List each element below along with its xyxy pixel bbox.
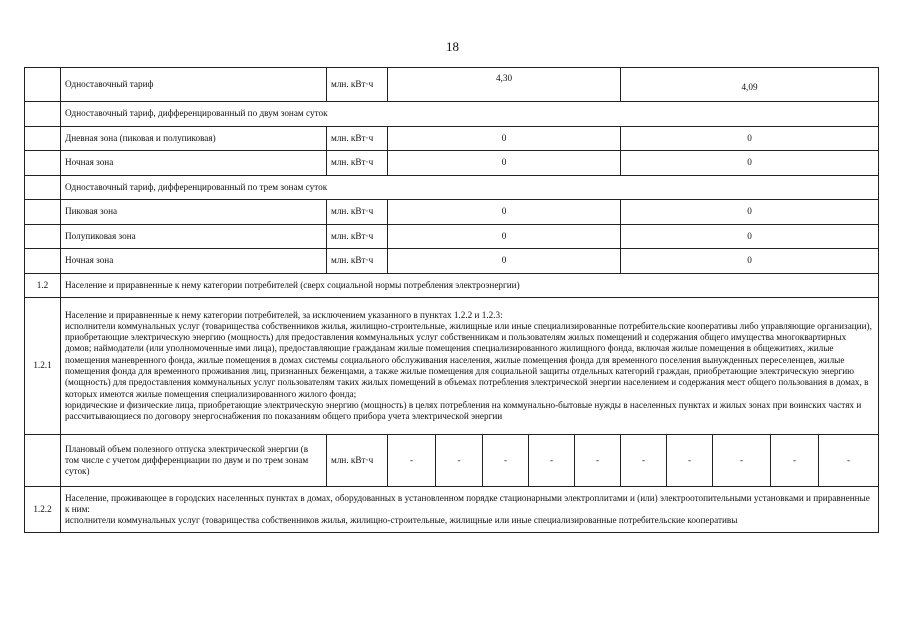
- row-number-cell: [25, 249, 61, 274]
- value-cell: 0: [388, 151, 621, 176]
- paragraph: исполнители коммунальных услуг (товарищества собственников жилья, жилищно-строительные, жилищные или иные специализированные потребительские кооперативы: [65, 515, 738, 526]
- row-number-cell: [25, 127, 61, 151]
- row-unit: млн. кВт·ч: [327, 200, 388, 225]
- table-row: [25, 249, 879, 274]
- value-cell: -: [529, 435, 575, 487]
- row-label: Одноставочный тариф: [61, 68, 327, 102]
- row-unit: млн. кВт·ч: [327, 68, 388, 102]
- section-title: Население и приравненные к нему категории потребителей (сверх социальной нормы потребления электроэнергии): [61, 274, 879, 298]
- subsection-header: Одноставочный тариф, дифференцированный по трем зонам суток: [61, 176, 879, 200]
- paragraph: юридические и физические лица, приобретающие электрическую энергию (мощность) в целях потребления на коммунально-бытовые нужды в населенных пунктах и жилых зонах при воинских частях и рассчитывающиеся по договору энергоснабжения по показаниям общего прибора учета электрической энергии: [65, 399, 862, 422]
- row-number-cell: [25, 102, 61, 127]
- value-cell: 0: [388, 225, 621, 249]
- table-row: [25, 176, 879, 200]
- value-cell: [621, 68, 879, 102]
- page-number: 18: [446, 39, 459, 54]
- paragraph: Население и приравненные к нему категории потребителей, за исключением указанного в пунктах 1.2.2 и 1.2.3:: [65, 309, 503, 320]
- row-label: Полупиковая зона: [61, 225, 327, 249]
- value-cell: -: [436, 435, 483, 487]
- value-cell: 0: [388, 249, 621, 274]
- row-number-cell: [25, 200, 61, 225]
- section-description: [61, 487, 879, 533]
- row-label: Ночная зона: [61, 249, 327, 274]
- subsection-header: Одноставочный тариф, дифференцированный по двум зонам суток: [61, 102, 879, 127]
- table-row: [25, 68, 879, 102]
- row-number-cell: [25, 151, 61, 176]
- row-number-cell: [25, 68, 61, 102]
- row-number-cell: [25, 176, 61, 200]
- row-unit: млн. кВт·ч: [327, 249, 388, 274]
- table-row: [25, 151, 879, 176]
- value-cell: -: [713, 435, 771, 487]
- row-unit: млн. кВт·ч: [327, 127, 388, 151]
- row-unit: млн. кВт·ч: [327, 225, 388, 249]
- table-row: [25, 127, 879, 151]
- value-text: 4,30: [495, 72, 513, 83]
- value-cell: -: [621, 435, 667, 487]
- value-cell: 0: [388, 200, 621, 225]
- row-unit: млн. кВт·ч: [327, 435, 388, 487]
- value-cell: -: [388, 435, 436, 487]
- value-cell: -: [575, 435, 621, 487]
- section-number: 1.2.1: [25, 298, 61, 435]
- table-row: [25, 102, 879, 127]
- value-cell: -: [667, 435, 713, 487]
- table-row: [25, 298, 879, 435]
- row-number-cell: [25, 225, 61, 249]
- row-unit: млн. кВт·ч: [327, 151, 388, 176]
- row-number-cell: [25, 435, 61, 487]
- table-row: [25, 487, 879, 533]
- value-cell: 0: [621, 127, 879, 151]
- table-row: [25, 225, 879, 249]
- value-cell: 0: [621, 200, 879, 225]
- row-label: Плановый объем полезного отпуска электрической энергии (в том числе с учетом дифференциации по двум и по трем зонам суток): [61, 435, 327, 487]
- paragraph: исполнители коммунальных услуг (товарищества собственников жилья, жилищно-строительные, жилищные или иные специализированные потребительские кооперативы либо управляющие организации), приобретающие электрическую энергию (мощность) для предоставления коммунальных услуг собственникам и пользователям жилых помещений и содержания общего имущества многоквартирных домов; наймодатели (или уполномоченные ими лица), предоставляющие гражданам жилые помещения специализированного жилищного фонда, включая жилые помещения в общежитиях, жилые помещения маневренного фонда, жилые помещения в домах системы социального обслуживания населения, жилые помещения фонда для временного поселения вынужденных переселенцев, жилые помещения фонда для временного проживания лиц, признанных беженцами, а также жилые помещения для социальной защиты отдельных категорий граждан, приобретающие электрическую энергию (мощность) для предоставления коммунальных услуг пользователям таких жилых помещений в объемах потребления электрической энергии населением и содержания мест общего пользования в домах, в которых имеются жилые помещения специализированного жилого фонда;: [65, 320, 872, 399]
- table-row: [25, 200, 879, 225]
- value-text: 4,09: [741, 81, 758, 92]
- row-label: Пиковая зона: [61, 200, 327, 225]
- value-cell: -: [483, 435, 529, 487]
- row-label: Дневная зона (пиковая и полупиковая): [61, 127, 327, 151]
- table-row: [25, 435, 879, 487]
- row-label: Ночная зона: [61, 151, 327, 176]
- section-description: [61, 298, 879, 435]
- section-number: 1.2: [25, 274, 61, 298]
- tariff-table: [24, 67, 879, 533]
- value-cell: 0: [621, 151, 879, 176]
- value-cell: 0: [621, 225, 879, 249]
- value-cell: -: [819, 435, 879, 487]
- value-cell: [388, 68, 621, 102]
- value-cell: 0: [388, 127, 621, 151]
- value-cell: 0: [621, 249, 879, 274]
- table-row: [25, 274, 879, 298]
- value-cell: -: [771, 435, 819, 487]
- section-number: 1.2.2: [25, 487, 61, 533]
- paragraph: Население, проживающее в городских населенных пунктах в домах, оборудованных в установленном порядке стационарными электроплитами и (или) электроотопительными установками и приравненные к ним:: [65, 492, 870, 514]
